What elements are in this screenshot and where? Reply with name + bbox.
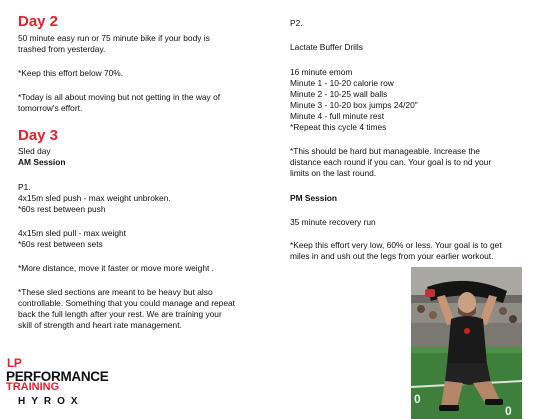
emom-line: Minute 1 - 10-20 calorie row: [290, 78, 394, 88]
final-line: miles in and ush out the legs from your earlier workout.: [290, 251, 494, 261]
day3-line: 4x15m sled push - max weight unbroken.: [18, 193, 171, 203]
logo-training: TRAINING: [6, 381, 60, 393]
day2-line: 50 minute easy run or 75 minute bike if your body is: [18, 33, 210, 43]
day3-title: Day 3: [18, 127, 59, 144]
day3-line: *More distance, move it faster or move more weight .: [18, 263, 214, 273]
emom-line: 16 minute emom: [290, 67, 353, 77]
day3-line: back the full length after your rest. We are training your: [18, 309, 222, 319]
emom-line: Minute 3 - 10-20 box jumps 24/20": [290, 100, 418, 110]
day2-line: *Keep this effort below 70%.: [18, 68, 124, 78]
emom-line: Minute 2 - 10-25 wall balls: [290, 89, 388, 99]
day3-sled-day: Sled day: [18, 146, 51, 156]
day3-line: *These sled sections are meant to be heavy but also: [18, 287, 213, 297]
svg-text:0: 0: [414, 392, 421, 406]
logo-lp: LP: [7, 356, 22, 370]
recovery-line: 35 minute recovery run: [290, 217, 376, 227]
day3-line: *60s rest between push: [18, 204, 106, 214]
note-line: *This should be hard but manageable. Increase the: [290, 146, 480, 156]
note-line: distance each round if you can. Your goal is to nd your: [290, 157, 492, 167]
day2-line: tomorrow's effort.: [18, 103, 83, 113]
lp-performance-logo: [4, 356, 124, 419]
day3-line: controllable. Something that you could manage and repeat: [18, 298, 235, 308]
emom-line: *Repeat this cycle 4 times: [290, 122, 387, 132]
day2-line: trashed from yesterday.: [18, 44, 106, 54]
pm-session-heading: PM Session: [290, 193, 338, 203]
am-session-heading: AM Session: [18, 157, 66, 167]
day3-line: P1.: [18, 182, 31, 192]
day3-line: 4x15m sled pull - max weight: [18, 228, 126, 238]
emom-line: Minute 4 - full minute rest: [290, 111, 385, 121]
p2-label: P2.: [290, 18, 303, 28]
logo-hyrox: HYROX: [18, 396, 84, 407]
drill-title: Lactate Buffer Drills: [290, 42, 363, 52]
note-line: limits on the last round.: [290, 168, 377, 178]
day3-line: skill of strength and heart rate management.: [18, 320, 182, 330]
day2-line: *Today is all about moving but not getting in the way of: [18, 92, 221, 102]
final-line: *Keep this effort very low, 60% or less. Your goal is to get: [290, 240, 502, 250]
day3-line: *60s rest between sets: [18, 239, 103, 249]
athlete-photo: [411, 267, 522, 419]
svg-text:0: 0: [505, 404, 512, 418]
day2-title: Day 2: [18, 13, 59, 30]
logo-performance: PERFORMANCE: [6, 369, 109, 384]
